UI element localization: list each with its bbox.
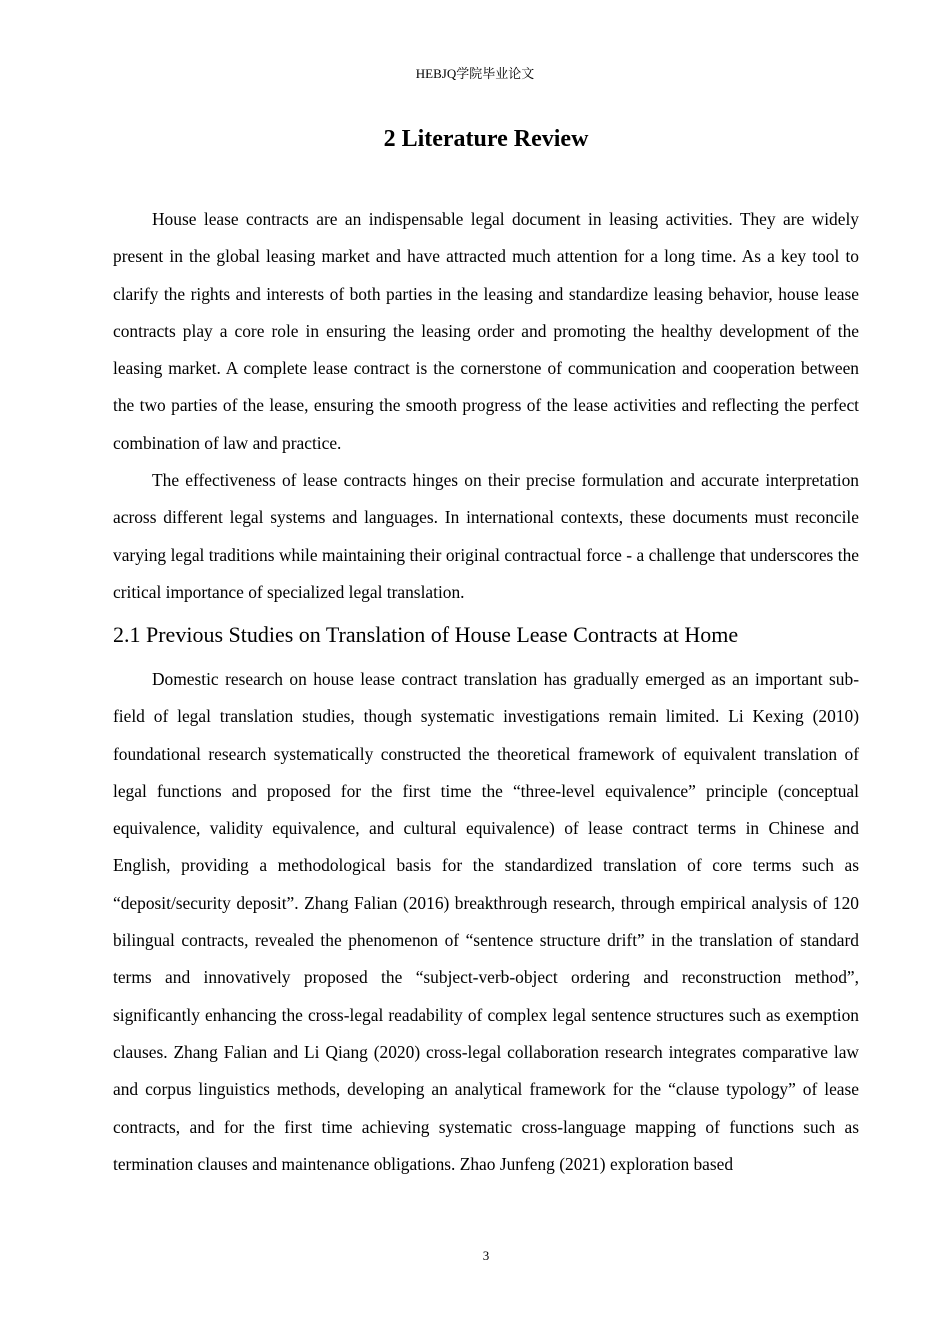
section-text xyxy=(113,661,859,1183)
chapter-title: 2 Literature Review xyxy=(383,126,589,152)
intro-paragraph-1: House lease contracts are an indispensable legal document in leasing activities. They are widely present in the global leasing market and have attracted much attention for a long time. As a key tool to clarify the rights and interests of both parties in the leasing and standardize leasing behavior, house lease contracts play a core role in ensuring the leasing order and promoting the healthy development of the leasing market. A complete lease contract is the cornerstone of communication and cooperation between the two parties of the lease, ensuring the smooth progress of the lease activities and reflecting the perfect combination of law and practice. xyxy=(113,209,859,453)
section-heading: 2.1 Previous Studies on Translation of House Lease Contracts at Home xyxy=(113,622,739,647)
section-paragraph-1: Domestic research on house lease contract translation has gradually emerged as an important sub-field of legal translation studies, though systematic investigations remain limited. Li Kexing (2010) foundational research systematically constructed the theoretical framework of equivalent translation of legal functions and proposed for the first time the “three-level equivalence” principle (conceptual equivalence, validity equivalence, and cultural equivalence) of lease contract terms in Chinese and English, providing a methodological basis for the standardized translation of core terms such as “deposit/security deposit”. Zhang Falian (2016) breakthrough research, through empirical analysis of 120 bilingual contracts, revealed the phenomenon of “sentence structure drift” in the translation of standard terms and innovatively proposed the “subject-verb-object ordering and reconstruction method”, significantly enhancing the cross-legal readability of complex legal sentence structures such as exemption clauses. Zhang Falian and Li Qiang (2020) cross-legal collaboration research integrates comparative law and corpus linguistics methods, developing an analytical framework for the “clause typology” of lease contracts, and for the first time achieving systematic cross-language mapping of functions such as termination clauses and maintenance obligations. Zhao Junfeng (2021) exploration based xyxy=(113,669,859,1174)
page-number: 3 xyxy=(482,1248,490,1263)
intro-text xyxy=(113,201,859,611)
intro-paragraph-2: The effectiveness of lease contracts hinges on their precise formulation and accurate interpretation across different legal systems and languages. In international contexts, these documents must reconcile varying legal traditions while maintaining their original contractual force - a challenge that underscores the critical importance of specialized legal translation. xyxy=(113,470,859,602)
running-header: HEBJQ学院毕业论文 xyxy=(415,66,535,81)
